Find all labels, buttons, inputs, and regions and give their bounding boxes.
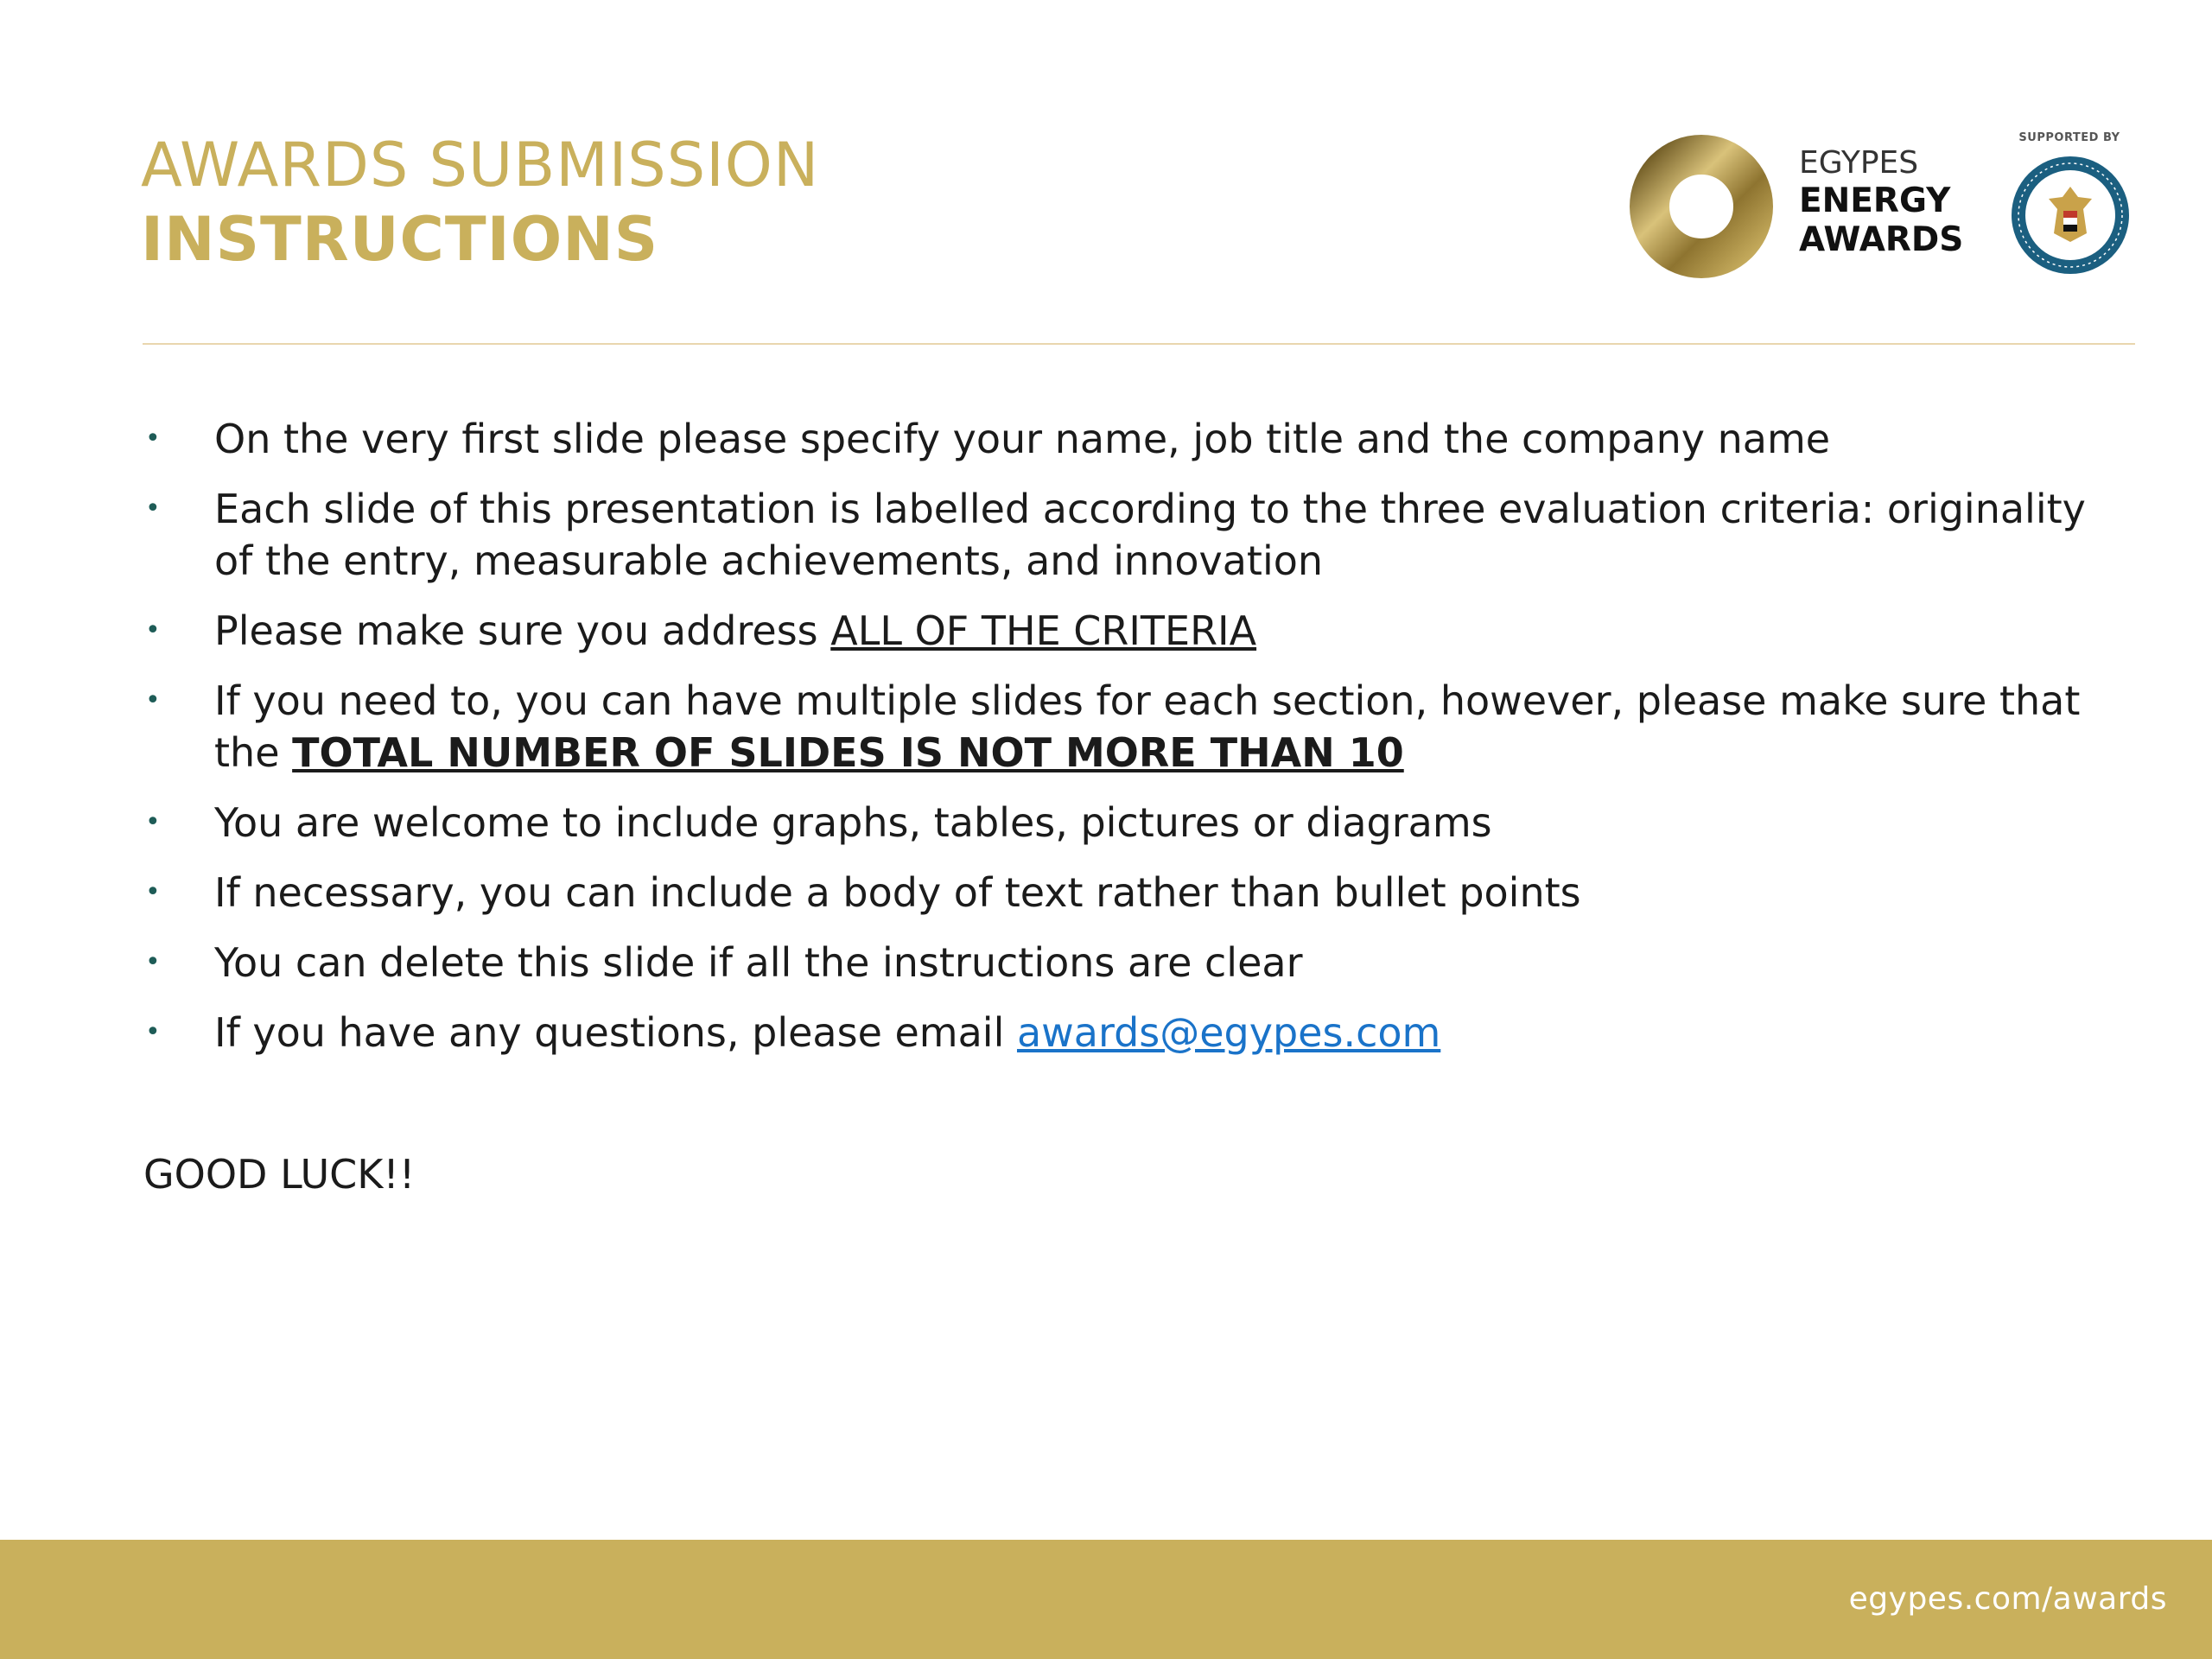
list-item [143, 413, 2130, 465]
title-line-1: AWARDS SUBMISSION [141, 130, 820, 200]
instruction-text: You are welcome to include graphs, tables, pictures or diagrams [214, 799, 1492, 846]
ministry-seal-icon [2009, 154, 2132, 276]
bullet-icon: • [145, 493, 161, 524]
bullet-icon: • [145, 685, 161, 715]
egypes-ring-logo-icon [1629, 134, 1774, 279]
list-item [143, 797, 2130, 849]
list-item [143, 1007, 2130, 1058]
instruction-text: If necessary, you can include a body of text rather than bullet points [214, 869, 1581, 916]
slide-title [141, 128, 819, 276]
list-item [143, 675, 2130, 779]
email-link[interactable]: awards@egypes.com [1016, 1009, 1441, 1056]
instruction-text: On the very first slide please specify your name, job title and the company name [214, 416, 1831, 462]
bullet-icon: • [145, 1017, 161, 1047]
list-item [143, 483, 2130, 587]
bullet-icon: • [145, 947, 161, 977]
footer-url: egypes.com/awards [1848, 1581, 2167, 1617]
egypes-energy-awards-logo [1799, 145, 1963, 259]
closing-text: GOOD LUCK!! [143, 1151, 416, 1198]
list-item [143, 867, 2130, 918]
bullet-icon: • [145, 807, 161, 837]
bullet-icon: • [145, 615, 161, 645]
logo-line-2: ENERGY [1799, 181, 1951, 220]
bullet-icon: • [145, 423, 161, 454]
logo-line-1: EGYPES [1799, 145, 1919, 181]
title-line-2: INSTRUCTIONS [141, 204, 659, 275]
slide-limit-emphasis: TOTAL NUMBER OF SLIDES IS NOT MORE THAN 10 [292, 729, 1404, 776]
bullet-icon: • [145, 877, 161, 907]
instruction-text: Please make sure you address [214, 607, 831, 654]
list-item [143, 605, 2130, 657]
list-item [143, 937, 2130, 988]
instruction-text: If you have any questions, please email [214, 1009, 1017, 1056]
supported-by-label: SUPPORTED BY [2018, 131, 2120, 144]
logo-line-3: AWARDS [1799, 220, 1964, 259]
instructions-list [143, 413, 2130, 1077]
header-divider [143, 343, 2135, 345]
instruction-text: If you need to, you can have multiple slides for each section, however, please make sure that the [214, 677, 2081, 776]
instruction-text: You can delete this slide if all the instructions are clear [214, 939, 1303, 986]
criteria-emphasis: ALL OF THE CRITERIA [830, 607, 1257, 654]
footer-bar [0, 1540, 2212, 1659]
instruction-text: Each slide of this presentation is labelled according to the three evaluation criteria: originality of the entry, measurable achievements, and innovation [214, 486, 2086, 584]
